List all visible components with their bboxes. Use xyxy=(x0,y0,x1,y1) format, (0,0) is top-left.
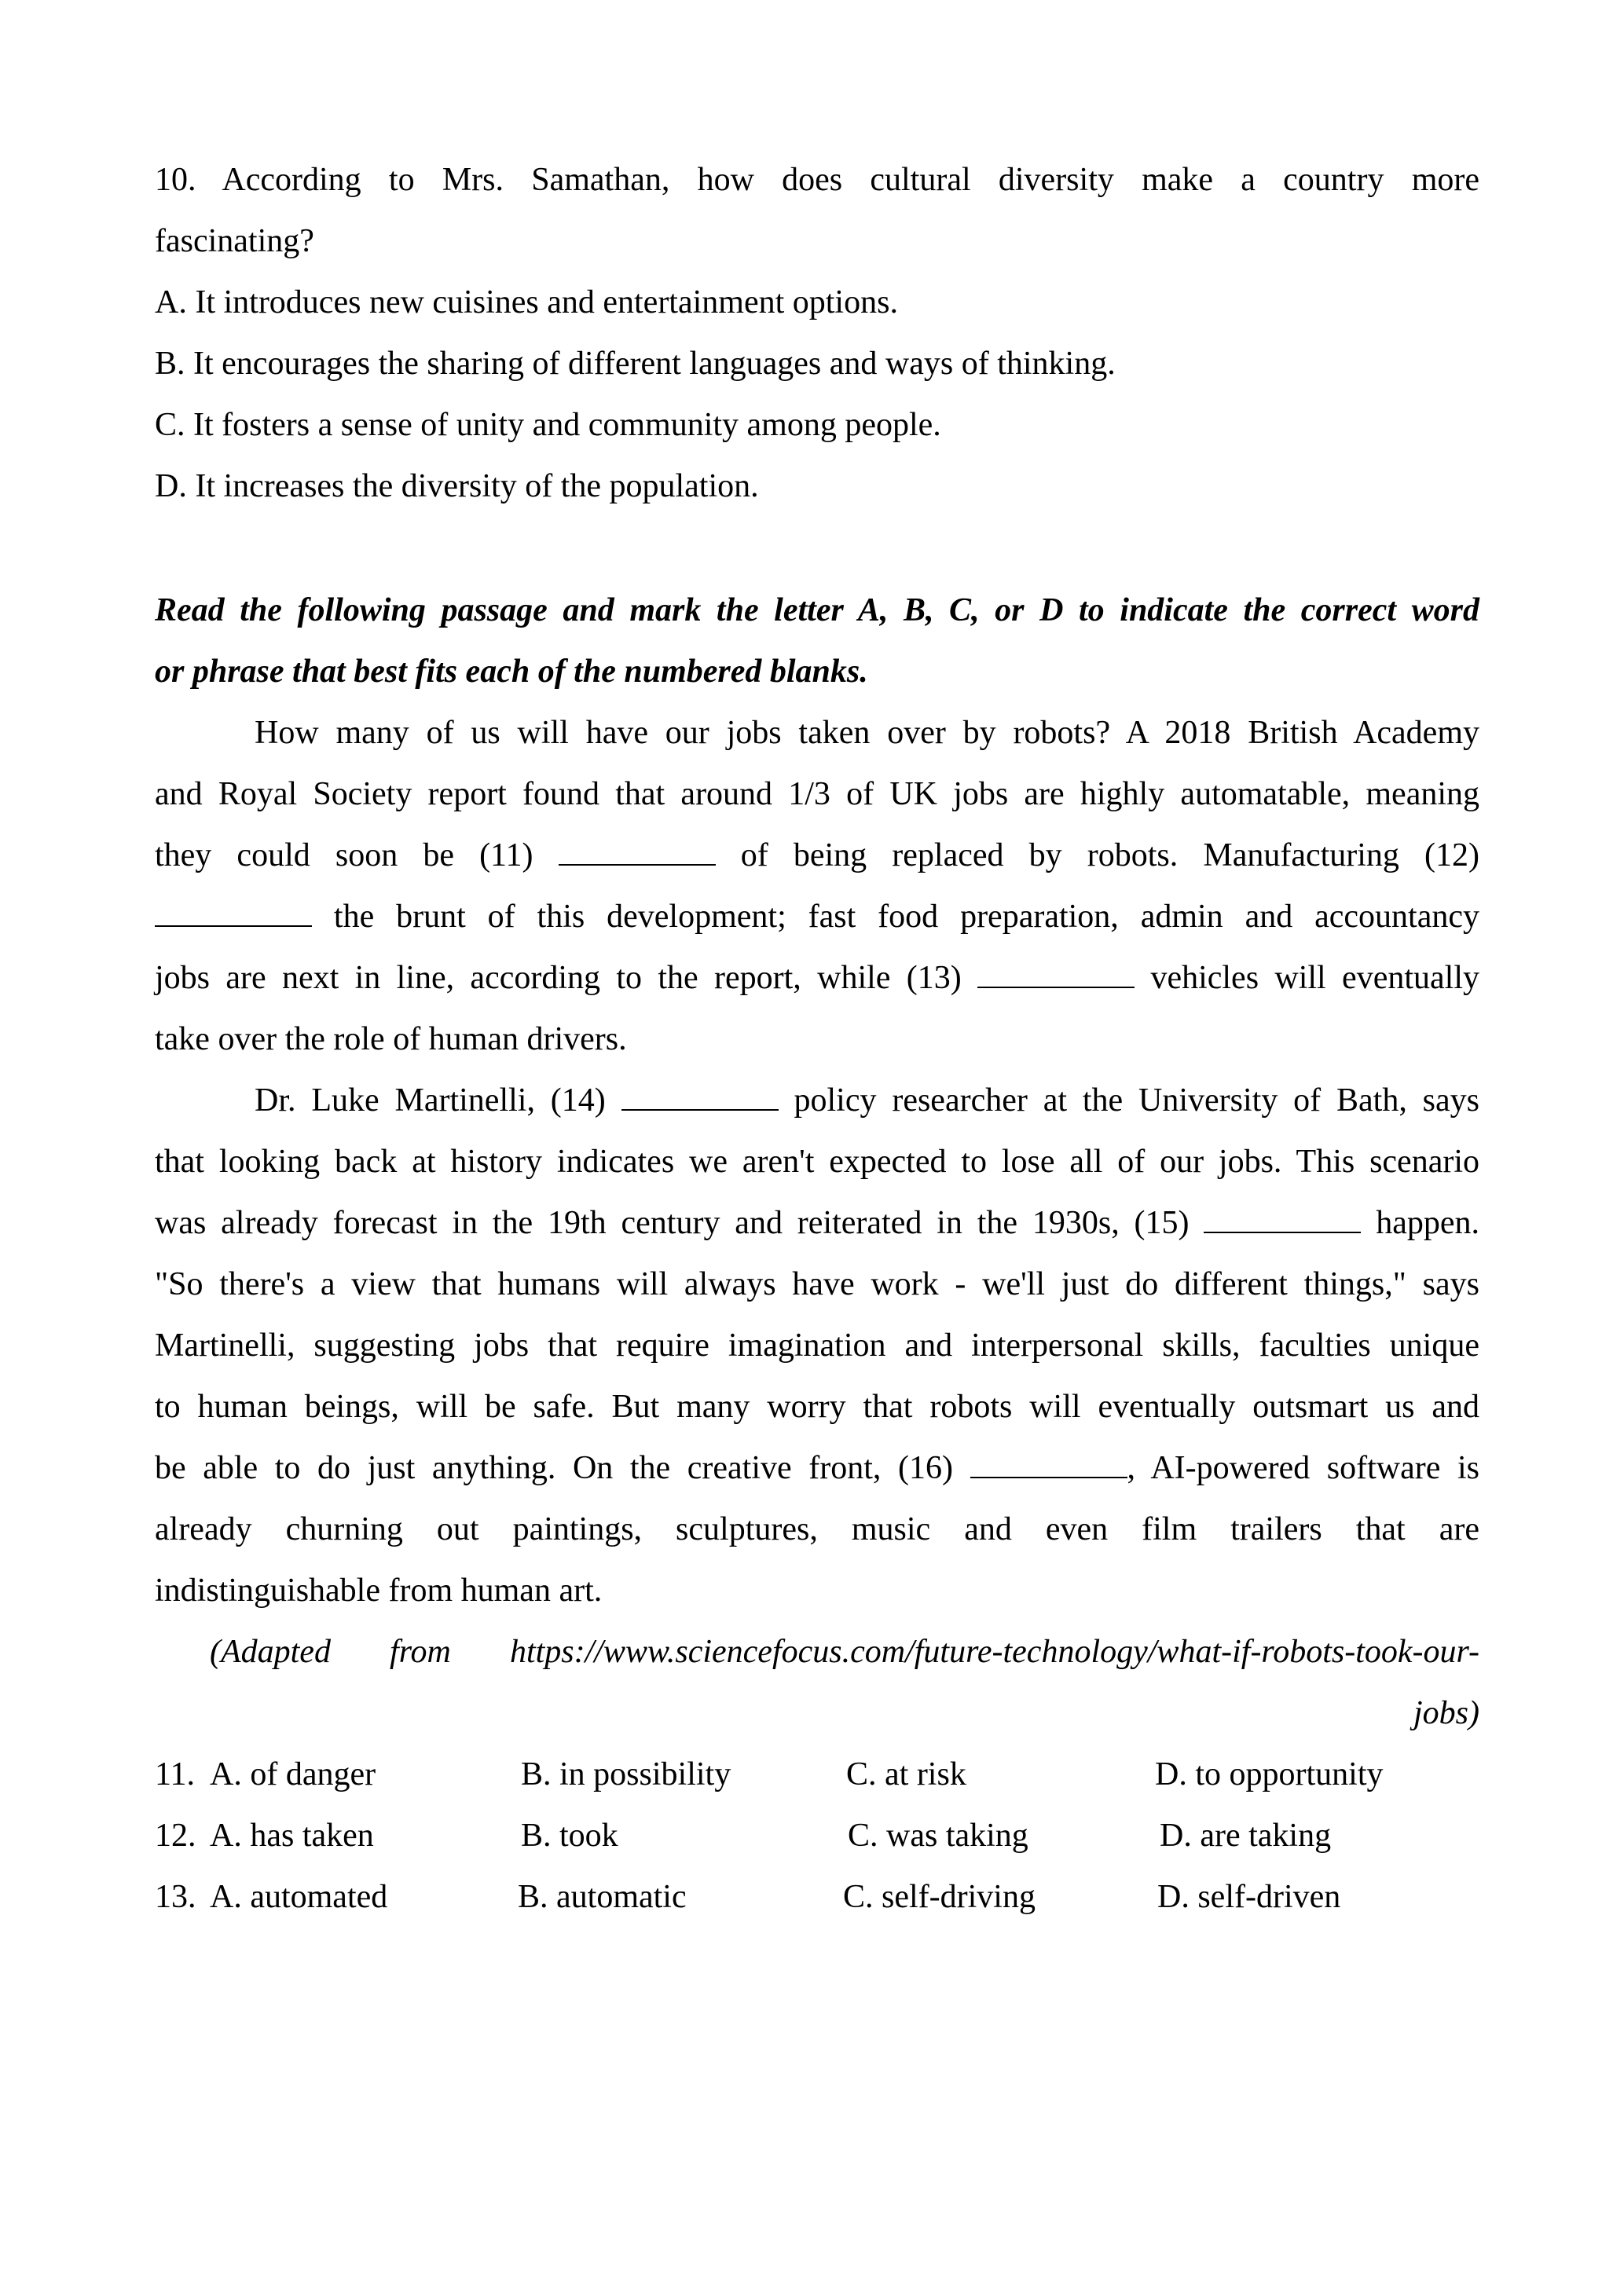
option-11-b[interactable]: B. in possibility xyxy=(521,1756,731,1792)
passage-text: was already forecast in the 19th century and reiterated in the 1930s, (15) xyxy=(155,1205,1190,1241)
source-citation xyxy=(155,1621,1479,1744)
exam-page xyxy=(155,149,1479,1928)
question-10-stem-line-2: fascinating? xyxy=(155,223,314,259)
blank-11 xyxy=(559,837,716,866)
passage-p2-line-8: already churning out paintings, sculptures, music and even film trailers that are xyxy=(155,1511,1479,1547)
options-row-11 xyxy=(155,1744,1479,1805)
passage-p2-line-6: to human beings, will be safe. But many worry that robots will eventually outsmart us and xyxy=(155,1389,1479,1425)
passage-text: they could soon be (11) xyxy=(155,837,533,873)
passage-text: be able to do just anything. On the creative front, (16) xyxy=(155,1450,953,1486)
question-10-stem-line-1: 10. According to Mrs. Samathan, how does cultural diversity make a country more xyxy=(155,162,1479,198)
passage-text: Dr. Luke Martinelli, (14) xyxy=(255,1082,606,1119)
question-12-number: 12. xyxy=(155,1818,196,1854)
passage-text: of being replaced by robots. Manufacturing (12) xyxy=(740,837,1480,873)
option-13-d[interactable]: D. self-driven xyxy=(1157,1879,1341,1915)
options-row-13 xyxy=(155,1866,1479,1928)
question-10-option-d: D. It increases the diversity of the population. xyxy=(155,468,759,504)
passage-p2-line-3 xyxy=(155,1192,1479,1254)
options-row-12 xyxy=(155,1805,1479,1866)
passage-p1-line-6: take over the role of human drivers. xyxy=(155,1021,627,1057)
passage-text: the brunt of this development; fast food preparation, admin and accountancy xyxy=(333,899,1479,935)
passage-p2-line-7 xyxy=(155,1437,1479,1499)
option-11-d[interactable]: D. to opportunity xyxy=(1155,1756,1384,1792)
option-13-c[interactable]: C. self-driving xyxy=(843,1879,1036,1915)
question-10-option-c: C. It fosters a sense of unity and community among people. xyxy=(155,407,941,443)
option-11-a[interactable]: A. of danger xyxy=(210,1756,376,1792)
blank-14 xyxy=(621,1082,779,1111)
passage-text: happen. xyxy=(1376,1205,1479,1241)
instructions-line-2: or phrase that best fits each of the numbered blanks. xyxy=(155,654,868,690)
source-line-2: jobs) xyxy=(1413,1695,1479,1731)
option-12-d[interactable]: D. are taking xyxy=(1160,1818,1332,1854)
passage-p1-line-5 xyxy=(155,947,1479,1009)
passage-paragraph-1 xyxy=(155,702,1479,1070)
passage-text: policy researcher at the University of Bath, says xyxy=(794,1082,1480,1119)
blank-13 xyxy=(977,960,1135,988)
option-12-c[interactable]: C. was taking xyxy=(848,1818,1028,1854)
option-13-a[interactable]: A. automated xyxy=(210,1879,388,1915)
passage-p2-line-1 xyxy=(155,1070,1479,1131)
blank-12 xyxy=(155,899,312,927)
question-10-option-a: A. It introduces new cuisines and entertainment options. xyxy=(155,284,898,320)
passage-p1-line-4 xyxy=(155,886,1479,947)
passage-p2-line-5: Martinelli, suggesting jobs that require imagination and interpersonal skills, faculties unique xyxy=(155,1327,1479,1364)
cloze-instructions xyxy=(155,580,1479,702)
question-10 xyxy=(155,149,1479,517)
instructions-line-1: Read the following passage and mark the letter A, B, C, or D to indicate the correct word xyxy=(155,592,1479,628)
option-12-b[interactable]: B. took xyxy=(521,1818,618,1854)
question-13-number: 13. xyxy=(155,1879,196,1915)
passage-p2-line-4: "So there's a view that humans will always have work - we'll just do different things," says xyxy=(155,1266,1479,1302)
passage-p1-line-3 xyxy=(155,825,1479,886)
option-11-c[interactable]: C. at risk xyxy=(846,1756,966,1792)
answer-options xyxy=(155,1744,1479,1928)
passage-p1-line-1: How many of us will have our jobs taken over by robots? A 2018 British Academy xyxy=(255,715,1479,751)
section-spacer xyxy=(155,517,1479,580)
passage-p2-line-2: that looking back at history indicates we aren't expected to lose all of our jobs. This scenario xyxy=(155,1144,1479,1180)
passage-text: , AI-powered software is xyxy=(1127,1450,1480,1486)
blank-15 xyxy=(1204,1205,1361,1233)
passage-p2-line-9: indistinguishable from human art. xyxy=(155,1573,603,1609)
option-13-b[interactable]: B. automatic xyxy=(518,1879,687,1915)
passage-text: jobs are next in line, according to the report, while (13) xyxy=(155,960,962,996)
question-10-option-b: B. It encourages the sharing of different languages and ways of thinking. xyxy=(155,346,1116,382)
source-line-1: (Adapted from https://www.sciencefocus.com/future-technology/what-if-robots-took-our- xyxy=(210,1634,1479,1670)
option-12-a[interactable]: A. has taken xyxy=(210,1818,374,1854)
question-11-number: 11. xyxy=(155,1756,195,1792)
blank-16 xyxy=(970,1450,1127,1478)
passage-p1-line-2: and Royal Society report found that around 1/3 of UK jobs are highly automatable, meaning xyxy=(155,776,1479,812)
passage-paragraph-2 xyxy=(155,1070,1479,1621)
passage-text: vehicles will eventually xyxy=(1150,960,1479,996)
